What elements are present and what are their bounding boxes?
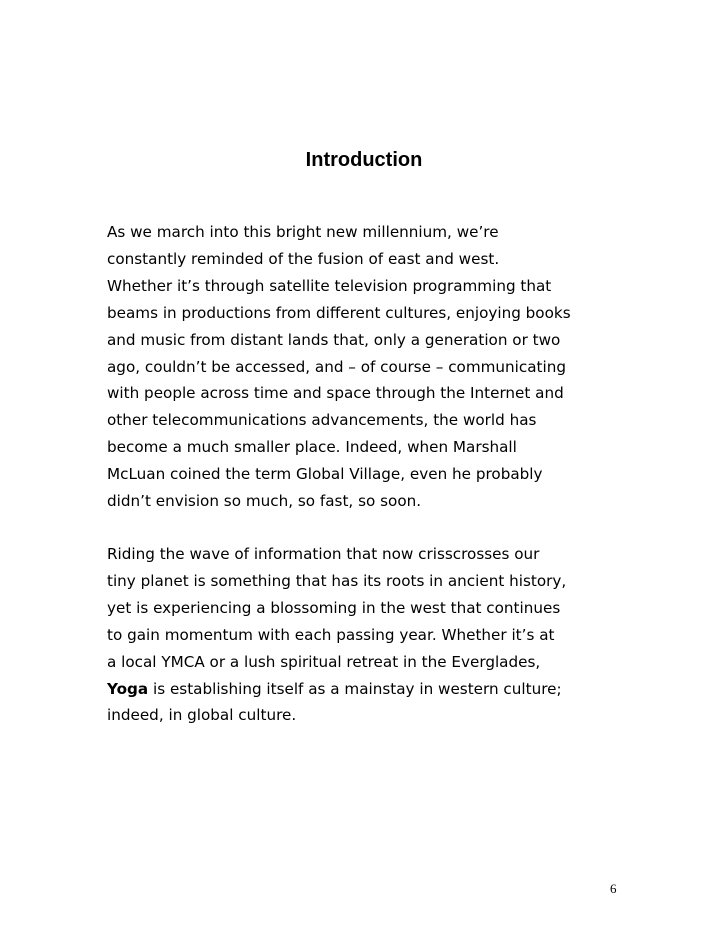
- paragraph-2-line: a local YMCA or a lush spiritual retreat in the Everglades,: [107, 652, 541, 671]
- paragraph-2-line: indeed, in global culture.: [107, 706, 297, 725]
- paragraph-2-line: to gain momentum with each passing year. Whether it’s at: [107, 625, 555, 644]
- paragraph-1-line: didn’t envision so much, so fast, so soon.: [107, 492, 422, 511]
- paragraph-1-line: and music from distant lands that, only a generation or two: [107, 330, 561, 349]
- paragraph-2-line: tiny planet is something that has its roots in ancient history,: [107, 571, 567, 590]
- paragraph-2-line: Riding the wave of information that now crisscrosses our: [107, 545, 540, 563]
- paragraph-1-line: As we march into this bright new millennium, we’re: [107, 223, 499, 241]
- paragraph-1-line: become a much smaller place. Indeed, when Marshall: [107, 438, 517, 457]
- paragraph-1-line: constantly reminded of the fusion of east and west.: [107, 249, 500, 268]
- paragraph-1-line: Whether it’s through satellite television programming that: [107, 276, 552, 295]
- page-title: Introduction: [305, 149, 423, 171]
- paragraph-1-line: other telecommunications advancements, the world has: [107, 411, 537, 430]
- paragraph-1-line: beams in productions from different cultures, enjoying books: [107, 303, 571, 322]
- paragraph-2-line: yet is experiencing a blossoming in the west that continues: [107, 598, 561, 617]
- paragraph-1-line: McLuan coined the term Global Village, even he probably: [107, 465, 543, 484]
- paragraph-1: [107, 219, 637, 515]
- page-number: 6: [610, 881, 617, 896]
- paragraph-1-line: ago, couldn’t be accessed, and – of course – communicating: [107, 357, 566, 376]
- paragraph-2: [107, 541, 637, 729]
- paragraph-2-line-rest: is establishing itself as a mainstay in western culture;: [148, 679, 562, 698]
- paragraph-1-line: with people across time and space through the Internet and: [107, 384, 564, 403]
- paragraph-2-line: [107, 676, 637, 703]
- yoga-bold-word: Yoga: [107, 679, 149, 698]
